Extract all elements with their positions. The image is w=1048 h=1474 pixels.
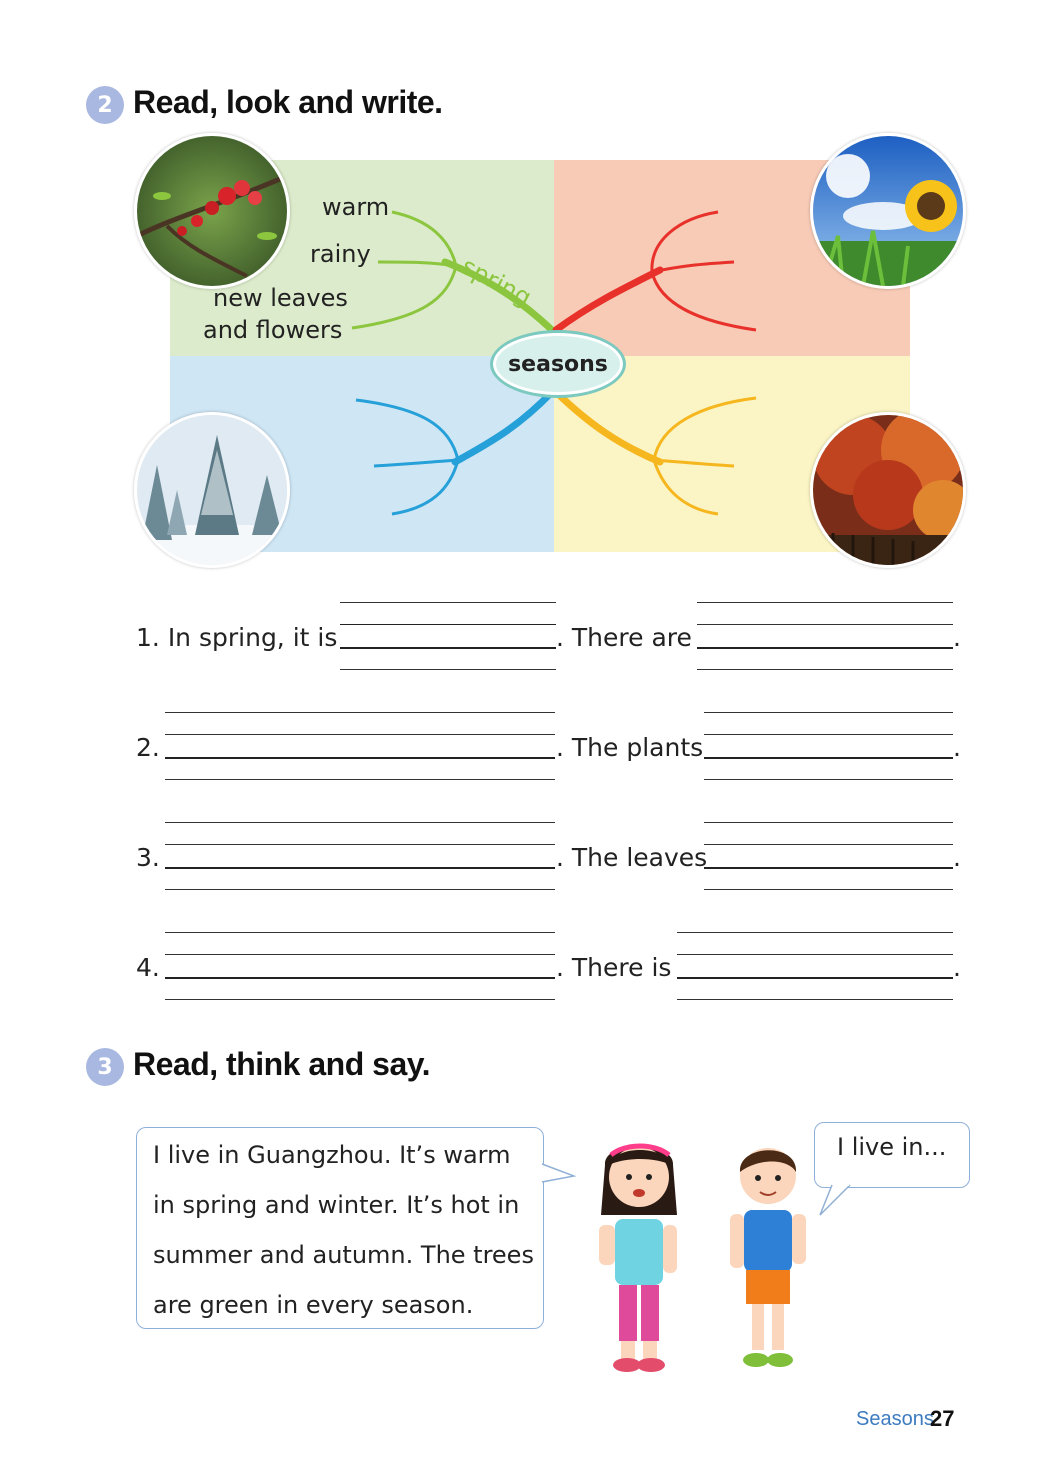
q4-writing-line-a[interactable]: [165, 977, 555, 979]
q4b-line-top: [677, 932, 953, 933]
q1-period-a: .: [556, 623, 564, 652]
q4-line-bottom: [165, 999, 555, 1000]
spring-branch-label: spring: [456, 252, 536, 312]
exercise-3-number-badge: [86, 1048, 124, 1086]
q2-period-a: .: [556, 733, 564, 762]
q1-line-bottom: [340, 669, 556, 670]
bubble-line-2: in spring and winter. It’s hot in: [153, 1191, 520, 1219]
q2-line-top: [165, 712, 555, 713]
word-and-flowers: and flowers: [203, 316, 343, 344]
q1-lead: In spring, it is: [167, 623, 338, 652]
seasons-center-node: [490, 330, 626, 398]
question-3-number: 3.: [136, 843, 160, 872]
q3b-line-top: [704, 822, 953, 823]
q1-middle: [556, 623, 692, 652]
girl-speech-bubble: [136, 1127, 544, 1329]
spring-twig-leaves: [352, 266, 456, 328]
q2-middle-text: The plants: [571, 733, 704, 762]
q4b-line-bottom: [677, 999, 953, 1000]
exercise-3-title: Read, think and say.: [133, 1046, 431, 1082]
winter-twig-2: [374, 460, 458, 466]
q2-middle: [556, 733, 703, 762]
winter-twig-1: [356, 400, 458, 460]
q2-writing-line-a[interactable]: [165, 757, 555, 759]
q2-writing-line-b[interactable]: [704, 757, 953, 759]
spring-twig-warm: [392, 212, 456, 266]
boy-illustration: [718, 1138, 818, 1378]
question-2-number: 2.: [136, 733, 160, 762]
q3-writing-line-a[interactable]: [165, 867, 555, 869]
q3-period-b: .: [953, 843, 961, 872]
q4-period-b: .: [953, 953, 961, 982]
q2b-line-top: [704, 712, 953, 713]
exercise-number: 2: [97, 92, 113, 118]
autumn-branch: [556, 392, 660, 462]
exercise-3-number: 3: [97, 1054, 113, 1080]
boy-speech-text: I live in...: [837, 1133, 947, 1161]
word-rainy: rainy: [310, 240, 371, 268]
q2b-line-upper: [704, 734, 953, 735]
girl-speech-text: [137, 1128, 543, 1330]
q3-line-top: [165, 822, 555, 823]
q1-writing-line-a[interactable]: [340, 647, 556, 649]
bubble-line-3: summer and autumn. The trees: [153, 1241, 534, 1269]
winter-snow-trees-photo: [134, 412, 290, 568]
question-4-number: 4.: [136, 953, 160, 982]
boy-bubble-tail: [818, 1183, 858, 1217]
q3-middle-text: The leaves: [571, 843, 708, 872]
winter-twig-3: [392, 460, 458, 514]
q3-middle: [556, 843, 707, 872]
q4-line-top: [165, 932, 555, 933]
girl-bubble-tail: [540, 1162, 576, 1184]
summer-branch: [556, 270, 660, 330]
page-number: 27: [930, 1406, 955, 1431]
question-1: [136, 623, 337, 652]
q2-line-upper: [165, 734, 555, 735]
q4-line-upper: [165, 954, 555, 955]
q3b-line-upper: [704, 844, 953, 845]
q1-writing-line-b[interactable]: [697, 647, 953, 649]
q4-middle-text: There is: [571, 953, 672, 982]
q1-number: 1.: [136, 623, 160, 652]
q1b-line-bottom: [697, 669, 953, 670]
summer-twig-3: [652, 272, 756, 330]
q1b-line-upper: [697, 624, 953, 625]
q3-writing-line-b[interactable]: [704, 867, 953, 869]
summer-sunflower-photo: [810, 133, 966, 289]
word-warm: warm: [322, 193, 390, 221]
autumn-red-trees-photo: [810, 412, 966, 568]
center-label: seasons: [508, 351, 608, 377]
q2-line-bottom: [165, 779, 555, 780]
q4b-line-upper: [677, 954, 953, 955]
q3-line-upper: [165, 844, 555, 845]
unit-title: Seasons: [856, 1408, 934, 1430]
boy-speech-bubble: [814, 1122, 970, 1188]
word-new-leaves: new leaves: [213, 284, 348, 312]
q4-middle: [556, 953, 671, 982]
q3-line-bottom: [165, 889, 555, 890]
q1b-line-top: [697, 602, 953, 603]
autumn-twig-2: [654, 460, 734, 466]
autumn-twig-3: [654, 460, 718, 514]
exercise-title: Read, look and write.: [133, 84, 443, 120]
q3-period-a: .: [556, 843, 564, 872]
spring-blossom-photo: [134, 133, 290, 289]
q3b-line-bottom: [704, 889, 953, 890]
bubble-line-1: I live in Guangzhou. It’s warm: [153, 1141, 511, 1169]
q2-period-b: .: [953, 733, 961, 762]
q1-line-top: [340, 602, 556, 603]
bubble-line-4: are green in every season.: [153, 1291, 474, 1319]
q1-line-upper: [340, 624, 556, 625]
q4-period-a: .: [556, 953, 564, 982]
q1-middle-text: There are: [571, 623, 692, 652]
girl-illustration: [585, 1135, 695, 1375]
q1-period-b: .: [953, 623, 961, 652]
winter-branch: [455, 392, 552, 462]
q4-writing-line-b[interactable]: [677, 977, 953, 979]
autumn-twig-1: [654, 398, 756, 460]
q2b-line-bottom: [704, 779, 953, 780]
summer-twig-2: [652, 262, 734, 272]
